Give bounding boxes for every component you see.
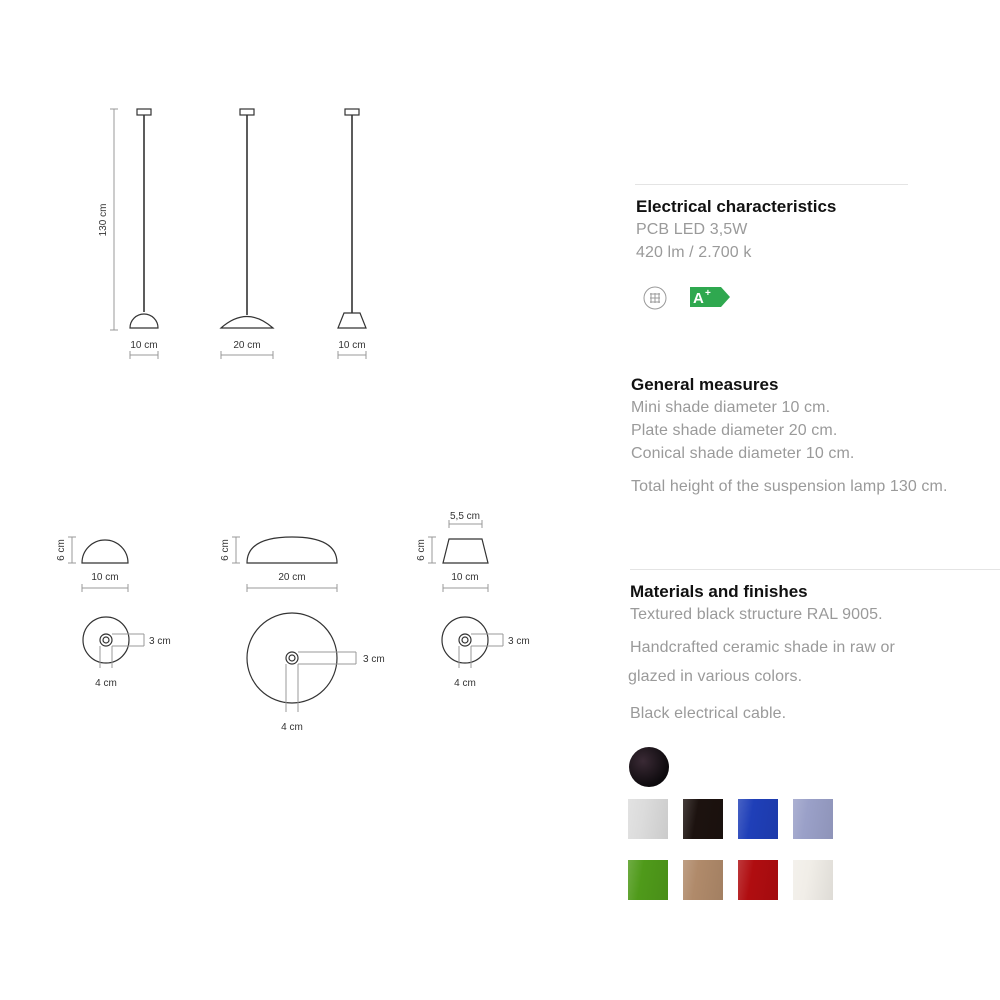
finish-swatch-black-brown[interactable] <box>683 799 723 839</box>
energy-class-letter: A <box>693 290 704 307</box>
shade-conical-profile <box>443 539 488 563</box>
finish-swatch-lavender[interactable] <box>793 799 833 839</box>
mini-hole-size-label: 4 cm <box>95 678 117 689</box>
measures-total: Total height of the suspension lamp 130 cm. <box>631 478 948 495</box>
height-dimension <box>110 109 118 330</box>
measures-line-1: Mini shade diameter 10 cm. <box>631 399 831 416</box>
height-label: 130 cm <box>98 203 109 237</box>
finish-swatch-red[interactable] <box>738 860 778 900</box>
mini-width-label: 10 cm <box>91 572 119 583</box>
width-label-mini: 10 cm <box>130 340 158 351</box>
plate-height-label: 6 cm <box>220 539 231 561</box>
shade-mini-profile <box>82 540 128 563</box>
measures-line-2: Plate shade diameter 20 cm. <box>631 422 838 439</box>
finish-swatch-ivory[interactable] <box>793 860 833 900</box>
materials-divider <box>630 569 1000 570</box>
materials-line-2a: Handcrafted ceramic shade in raw or <box>630 639 895 656</box>
led-chip-icon <box>642 285 668 311</box>
structure-color-swatch[interactable] <box>629 747 669 787</box>
shade-conical-top-view <box>442 617 488 663</box>
finish-swatch-white-gloss[interactable] <box>628 799 668 839</box>
materials-title: Materials and finishes <box>630 582 808 601</box>
energy-class-badge <box>690 287 730 307</box>
materials-line-1: Textured black structure RAL 9005. <box>630 606 883 623</box>
materials-line-3: Black electrical cable. <box>630 705 787 722</box>
lamp-plate-side-view <box>221 109 273 328</box>
electrical-line-2: 420 lm / 2.700 k <box>636 244 752 261</box>
shade-plate-profile <box>247 537 337 563</box>
finish-swatch-green[interactable] <box>628 860 668 900</box>
plate-hole-offset-label: 3 cm <box>363 654 385 665</box>
width-label-plate: 20 cm <box>233 340 261 351</box>
electrical-divider <box>635 184 908 185</box>
electrical-title: Electrical characteristics <box>636 197 837 216</box>
conical-top-width-label: 5,5 cm <box>449 511 481 522</box>
conical-width-label: 10 cm <box>451 572 479 583</box>
finish-swatch-cobalt-blue[interactable] <box>738 799 778 839</box>
electrical-line-1: PCB LED 3,5W <box>636 221 748 238</box>
measures-title: General measures <box>631 375 779 394</box>
plate-width-label: 20 cm <box>278 572 306 583</box>
measures-line-3: Conical shade diameter 10 cm. <box>631 445 855 462</box>
energy-class-plus: + <box>705 288 711 299</box>
plate-hole-size-label: 4 cm <box>281 722 303 733</box>
mini-height-label: 6 cm <box>56 539 67 561</box>
lamp-conical-side-view <box>338 109 366 328</box>
width-label-conical: 10 cm <box>338 340 366 351</box>
materials-line-2b: glazed in various colors. <box>628 668 803 685</box>
shade-mini-top-view <box>83 617 129 663</box>
finish-swatch-raw-terracotta[interactable] <box>683 860 723 900</box>
mini-hole-offset-label: 3 cm <box>149 636 171 647</box>
shade-plate-top-view <box>247 613 337 703</box>
conical-hole-size-label: 4 cm <box>454 678 476 689</box>
conical-hole-offset-label: 3 cm <box>508 636 530 647</box>
conical-height-label: 6 cm <box>416 539 427 561</box>
lamp-mini-side-view <box>130 109 158 328</box>
